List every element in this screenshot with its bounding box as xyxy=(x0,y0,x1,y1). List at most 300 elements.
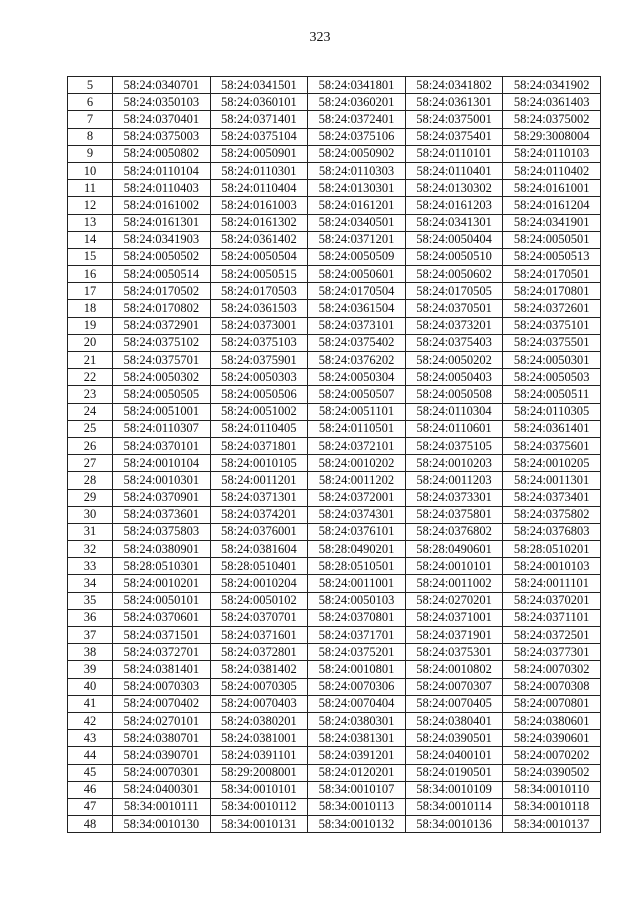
cadastral-number-cell: 58:24:0371901 xyxy=(405,627,503,644)
cadastral-number-cell: 58:24:0341301 xyxy=(405,214,503,231)
cadastral-number-cell: 58:24:0010101 xyxy=(405,558,503,575)
table-row xyxy=(68,472,601,489)
cadastral-number-cell: 58:24:0381001 xyxy=(210,730,308,747)
table-row xyxy=(68,352,601,369)
cadastral-number-cell: 58:34:0010107 xyxy=(308,781,406,798)
cadastral-number-cell: 58:34:0010109 xyxy=(405,781,503,798)
cadastral-number-cell: 58:24:0371501 xyxy=(113,627,211,644)
cadastral-number-cell: 58:24:0380701 xyxy=(113,730,211,747)
cadastral-number-cell: 58:24:0375601 xyxy=(503,437,601,454)
cadastral-number-cell: 58:24:0270101 xyxy=(113,712,211,729)
cadastral-number-cell: 58:24:0371201 xyxy=(308,231,406,248)
cadastral-number-cell: 58:24:0381402 xyxy=(210,661,308,678)
cadastral-number-cell: 58:24:0011002 xyxy=(405,575,503,592)
cadastral-number-cell: 58:24:0110403 xyxy=(113,180,211,197)
cadastral-number-cell: 58:24:0390701 xyxy=(113,747,211,764)
cadastral-number-cell: 58:24:0050507 xyxy=(308,386,406,403)
row-number-cell: 16 xyxy=(68,266,113,283)
cadastral-number-cell: 58:24:0050514 xyxy=(113,266,211,283)
cadastral-number-cell: 58:24:0010301 xyxy=(113,472,211,489)
cadastral-number-cell: 58:24:0010103 xyxy=(503,558,601,575)
cadastral-number-cell: 58:28:0510401 xyxy=(210,558,308,575)
cadastral-number-cell: 58:24:0050510 xyxy=(405,248,503,265)
cadastral-number-cell: 58:24:0375003 xyxy=(113,128,211,145)
cadastral-number-cell: 58:24:0161204 xyxy=(503,197,601,214)
row-number-cell: 32 xyxy=(68,541,113,558)
cadastral-number-cell: 58:24:0011203 xyxy=(405,472,503,489)
cadastral-number-cell: 58:34:0010130 xyxy=(113,816,211,833)
cadastral-number-cell: 58:24:0050504 xyxy=(210,248,308,265)
row-number-cell: 30 xyxy=(68,506,113,523)
cadastral-number-cell: 58:34:0010101 xyxy=(210,781,308,798)
row-number-cell: 31 xyxy=(68,523,113,540)
cadastral-number-cell: 58:24:0341802 xyxy=(405,77,503,94)
row-number-cell: 29 xyxy=(68,489,113,506)
cadastral-number-cell: 58:24:0110304 xyxy=(405,403,503,420)
cadastral-number-cell: 58:24:0110307 xyxy=(113,420,211,437)
cadastral-number-cell: 58:24:0372101 xyxy=(308,437,406,454)
cadastral-number-cell: 58:24:0170501 xyxy=(503,266,601,283)
row-number-cell: 37 xyxy=(68,627,113,644)
cadastral-number-cell: 58:24:0370501 xyxy=(405,300,503,317)
cadastral-number-cell: 58:24:0361402 xyxy=(210,231,308,248)
row-number-cell: 12 xyxy=(68,197,113,214)
cadastral-number-cell: 58:24:0341901 xyxy=(503,214,601,231)
cadastral-number-cell: 58:24:0161301 xyxy=(113,214,211,231)
table-row xyxy=(68,283,601,300)
cadastral-number-cell: 58:24:0370101 xyxy=(113,437,211,454)
cadastral-number-cell: 58:24:0375002 xyxy=(503,111,601,128)
cadastral-number-cell: 58:24:0070801 xyxy=(503,695,601,712)
row-number-cell: 25 xyxy=(68,420,113,437)
cadastral-number-cell: 58:24:0070303 xyxy=(113,678,211,695)
cadastral-number-cell: 58:24:0390501 xyxy=(405,730,503,747)
cadastral-number-cell: 58:24:0371001 xyxy=(405,609,503,626)
cadastral-number-cell: 58:24:0376802 xyxy=(405,523,503,540)
cadastral-number-cell: 58:28:0510501 xyxy=(308,558,406,575)
table-row xyxy=(68,386,601,403)
cadastral-number-cell: 58:34:0010132 xyxy=(308,816,406,833)
cadastral-number-cell: 58:24:0161001 xyxy=(503,180,601,197)
row-number-cell: 19 xyxy=(68,317,113,334)
row-number-cell: 40 xyxy=(68,678,113,695)
cadastral-number-cell: 58:24:0170502 xyxy=(113,283,211,300)
cadastral-number-cell: 58:24:0050501 xyxy=(503,231,601,248)
table-row xyxy=(68,609,601,626)
cadastral-number-cell: 58:34:0010111 xyxy=(113,798,211,815)
row-number-cell: 48 xyxy=(68,816,113,833)
table-row xyxy=(68,266,601,283)
cadastral-number-cell: 58:34:0010118 xyxy=(503,798,601,815)
row-number-cell: 43 xyxy=(68,730,113,747)
row-number-cell: 17 xyxy=(68,283,113,300)
row-number-cell: 18 xyxy=(68,300,113,317)
cadastral-number-cell: 58:24:0375403 xyxy=(405,334,503,351)
cadastral-number-cell: 58:24:0375103 xyxy=(210,334,308,351)
row-number-cell: 38 xyxy=(68,644,113,661)
cadastral-number-cell: 58:24:0110303 xyxy=(308,162,406,179)
cadastral-number-cell: 58:24:0375901 xyxy=(210,352,308,369)
cadastral-number-cell: 58:24:0170503 xyxy=(210,283,308,300)
cadastral-number-cell: 58:24:0375802 xyxy=(503,506,601,523)
row-number-cell: 23 xyxy=(68,386,113,403)
cadastral-number-cell: 58:24:0050505 xyxy=(113,386,211,403)
table-row xyxy=(68,77,601,94)
cadastral-number-cell: 58:24:0110405 xyxy=(210,420,308,437)
cadastral-number-cell: 58:29:3008004 xyxy=(503,128,601,145)
cadastral-number-cell: 58:24:0391201 xyxy=(308,747,406,764)
cadastral-number-cell: 58:24:0161203 xyxy=(405,197,503,214)
cadastral-number-cell: 58:24:0381604 xyxy=(210,541,308,558)
cadastral-number-cell: 58:24:0376202 xyxy=(308,352,406,369)
cadastral-number-cell: 58:24:0051001 xyxy=(113,403,211,420)
row-number-cell: 20 xyxy=(68,334,113,351)
cadastral-number-cell: 58:24:0376803 xyxy=(503,523,601,540)
table-row xyxy=(68,214,601,231)
cadastral-number-cell: 58:24:0110305 xyxy=(503,403,601,420)
cadastral-number-cell: 58:24:0070404 xyxy=(308,695,406,712)
cadastral-number-cell: 58:24:0170505 xyxy=(405,283,503,300)
cadastral-number-cell: 58:24:0375701 xyxy=(113,352,211,369)
cadastral-number-cell: 58:24:0110601 xyxy=(405,420,503,437)
cadastral-number-cell: 58:24:0011101 xyxy=(503,575,601,592)
cadastral-number-cell: 58:24:0372501 xyxy=(503,627,601,644)
row-number-cell: 39 xyxy=(68,661,113,678)
cadastral-number-cell: 58:34:0010136 xyxy=(405,816,503,833)
cadastral-number-cell: 58:24:0380901 xyxy=(113,541,211,558)
cadastral-number-cell: 58:24:0372901 xyxy=(113,317,211,334)
cadastral-number-cell: 58:24:0375102 xyxy=(113,334,211,351)
cadastral-number-cell: 58:24:0341801 xyxy=(308,77,406,94)
row-number-cell: 6 xyxy=(68,94,113,111)
cadastral-number-cell: 58:24:0110402 xyxy=(503,162,601,179)
cadastral-number-cell: 58:24:0381301 xyxy=(308,730,406,747)
cadastral-number-cell: 58:24:0010203 xyxy=(405,455,503,472)
cadastral-number-cell: 58:24:0050802 xyxy=(113,145,211,162)
row-number-cell: 41 xyxy=(68,695,113,712)
cadastral-number-cell: 58:24:0050601 xyxy=(308,266,406,283)
cadastral-number-cell: 58:24:0161201 xyxy=(308,197,406,214)
row-number-cell: 11 xyxy=(68,180,113,197)
cadastral-number-cell: 58:24:0050515 xyxy=(210,266,308,283)
cadastral-number-cell: 58:24:0050508 xyxy=(405,386,503,403)
cadastral-number-cell: 58:34:0010131 xyxy=(210,816,308,833)
cadastral-number-cell: 58:24:0070308 xyxy=(503,678,601,695)
table-row xyxy=(68,369,601,386)
cadastral-number-cell: 58:24:0400301 xyxy=(113,781,211,798)
cadastral-number-cell: 58:24:0375803 xyxy=(113,523,211,540)
cadastral-number-cell: 58:24:0270201 xyxy=(405,592,503,609)
cadastral-number-cell: 58:24:0170802 xyxy=(113,300,211,317)
cadastral-number-cell: 58:24:0070405 xyxy=(405,695,503,712)
table-row xyxy=(68,661,601,678)
cadastral-table xyxy=(67,76,601,833)
cadastral-number-cell: 58:24:0051002 xyxy=(210,403,308,420)
cadastral-number-cell: 58:24:0050502 xyxy=(113,248,211,265)
cadastral-number-cell: 58:24:0360201 xyxy=(308,94,406,111)
cadastral-number-cell: 58:24:0050302 xyxy=(113,369,211,386)
cadastral-number-cell: 58:24:0070403 xyxy=(210,695,308,712)
cadastral-number-cell: 58:24:0375201 xyxy=(308,644,406,661)
row-number-cell: 5 xyxy=(68,77,113,94)
table-row xyxy=(68,420,601,437)
row-number-cell: 44 xyxy=(68,747,113,764)
row-number-cell: 13 xyxy=(68,214,113,231)
cadastral-number-cell: 58:24:0371101 xyxy=(503,609,601,626)
row-number-cell: 15 xyxy=(68,248,113,265)
cadastral-number-cell: 58:24:0373401 xyxy=(503,489,601,506)
cadastral-number-cell: 58:24:0010201 xyxy=(113,575,211,592)
cadastral-number-cell: 58:24:0391101 xyxy=(210,747,308,764)
cadastral-number-cell: 58:24:0361403 xyxy=(503,94,601,111)
cadastral-number-cell: 58:24:0372001 xyxy=(308,489,406,506)
table-row xyxy=(68,334,601,351)
table-row xyxy=(68,575,601,592)
cadastral-number-cell: 58:24:0370701 xyxy=(210,609,308,626)
cadastral-number-cell: 58:24:0372801 xyxy=(210,644,308,661)
cadastral-number-cell: 58:24:0377301 xyxy=(503,644,601,661)
cadastral-number-cell: 58:24:0011202 xyxy=(308,472,406,489)
table-row xyxy=(68,747,601,764)
cadastral-number-cell: 58:24:0110104 xyxy=(113,162,211,179)
cadastral-number-cell: 58:24:0050902 xyxy=(308,145,406,162)
cadastral-number-cell: 58:29:2008001 xyxy=(210,764,308,781)
cadastral-number-cell: 58:24:0070302 xyxy=(503,661,601,678)
cadastral-number-cell: 58:24:0050503 xyxy=(503,369,601,386)
table-row xyxy=(68,145,601,162)
cadastral-number-cell: 58:24:0011301 xyxy=(503,472,601,489)
cadastral-number-cell: 58:24:0361401 xyxy=(503,420,601,437)
cadastral-number-cell: 58:24:0070305 xyxy=(210,678,308,695)
row-number-cell: 42 xyxy=(68,712,113,729)
cadastral-number-cell: 58:24:0340501 xyxy=(308,214,406,231)
cadastral-number-cell: 58:24:0050102 xyxy=(210,592,308,609)
row-number-cell: 26 xyxy=(68,437,113,454)
cadastral-number-cell: 58:24:0110301 xyxy=(210,162,308,179)
cadastral-number-cell: 58:24:0070402 xyxy=(113,695,211,712)
cadastral-number-cell: 58:24:0371601 xyxy=(210,627,308,644)
table-row xyxy=(68,678,601,695)
cadastral-number-cell: 58:24:0375105 xyxy=(405,437,503,454)
row-number-cell: 33 xyxy=(68,558,113,575)
cadastral-number-cell: 58:24:0373101 xyxy=(308,317,406,334)
cadastral-number-cell: 58:28:0510301 xyxy=(113,558,211,575)
cadastral-number-cell: 58:24:0050403 xyxy=(405,369,503,386)
page-number: 323 xyxy=(309,30,331,45)
cadastral-number-cell: 58:24:0010802 xyxy=(405,661,503,678)
cadastral-number-cell: 58:24:0373601 xyxy=(113,506,211,523)
cadastral-number-cell: 58:24:0361504 xyxy=(308,300,406,317)
cadastral-number-cell: 58:24:0011201 xyxy=(210,472,308,489)
cadastral-number-cell: 58:24:0050602 xyxy=(405,266,503,283)
cadastral-number-cell: 58:24:0370401 xyxy=(113,111,211,128)
cadastral-number-cell: 58:24:0110103 xyxy=(503,145,601,162)
cadastral-number-cell: 58:24:0070306 xyxy=(308,678,406,695)
cadastral-number-cell: 58:24:0170504 xyxy=(308,283,406,300)
cadastral-number-cell: 58:24:0341903 xyxy=(113,231,211,248)
cadastral-number-cell: 58:24:0380201 xyxy=(210,712,308,729)
row-number-cell: 46 xyxy=(68,781,113,798)
table-row xyxy=(68,781,601,798)
cadastral-number-cell: 58:24:0161003 xyxy=(210,197,308,214)
row-number-cell: 34 xyxy=(68,575,113,592)
cadastral-number-cell: 58:34:0010137 xyxy=(503,816,601,833)
cadastral-number-cell: 58:24:0375501 xyxy=(503,334,601,351)
cadastral-number-cell: 58:24:0170801 xyxy=(503,283,601,300)
cadastral-number-cell: 58:24:0373201 xyxy=(405,317,503,334)
row-number-cell: 45 xyxy=(68,764,113,781)
table-row xyxy=(68,197,601,214)
cadastral-number-cell: 58:24:0374201 xyxy=(210,506,308,523)
cadastral-number-cell: 58:24:0380601 xyxy=(503,712,601,729)
cadastral-number-cell: 58:24:0110501 xyxy=(308,420,406,437)
row-number-cell: 22 xyxy=(68,369,113,386)
cadastral-number-cell: 58:24:0110101 xyxy=(405,145,503,162)
cadastral-number-cell: 58:24:0380401 xyxy=(405,712,503,729)
cadastral-number-cell: 58:24:0361503 xyxy=(210,300,308,317)
cadastral-number-cell: 58:24:0373301 xyxy=(405,489,503,506)
table-row xyxy=(68,627,601,644)
cadastral-number-cell: 58:24:0370801 xyxy=(308,609,406,626)
table-row xyxy=(68,523,601,540)
table-row xyxy=(68,248,601,265)
cadastral-number-cell: 58:24:0375104 xyxy=(210,128,308,145)
cadastral-number-cell: 58:24:0161002 xyxy=(113,197,211,214)
table-row xyxy=(68,816,601,833)
cadastral-number-cell: 58:24:0050901 xyxy=(210,145,308,162)
table-row xyxy=(68,128,601,145)
table-row xyxy=(68,489,601,506)
cadastral-number-cell: 58:24:0375101 xyxy=(503,317,601,334)
cadastral-number-cell: 58:24:0371301 xyxy=(210,489,308,506)
table-row xyxy=(68,712,601,729)
table-row xyxy=(68,111,601,128)
table-row xyxy=(68,506,601,523)
table-row xyxy=(68,730,601,747)
cadastral-number-cell: 58:24:0350103 xyxy=(113,94,211,111)
cadastral-number-cell: 58:24:0370601 xyxy=(113,609,211,626)
cadastral-number-cell: 58:24:0050506 xyxy=(210,386,308,403)
cadastral-number-cell: 58:24:0010801 xyxy=(308,661,406,678)
cadastral-number-cell: 58:24:0360101 xyxy=(210,94,308,111)
cadastral-number-cell: 58:24:0372601 xyxy=(503,300,601,317)
cadastral-number-cell: 58:24:0341902 xyxy=(503,77,601,94)
cadastral-number-cell: 58:24:0371701 xyxy=(308,627,406,644)
cadastral-number-cell: 58:24:0050303 xyxy=(210,369,308,386)
cadastral-number-cell: 58:24:0390502 xyxy=(503,764,601,781)
cadastral-number-cell: 58:24:0371401 xyxy=(210,111,308,128)
cadastral-number-cell: 58:24:0161302 xyxy=(210,214,308,231)
cadastral-number-cell: 58:24:0371801 xyxy=(210,437,308,454)
cadastral-number-cell: 58:24:0050101 xyxy=(113,592,211,609)
cadastral-number-cell: 58:24:0050509 xyxy=(308,248,406,265)
table-row xyxy=(68,162,601,179)
cadastral-number-cell: 58:24:0051101 xyxy=(308,403,406,420)
cadastral-number-cell: 58:24:0070301 xyxy=(113,764,211,781)
cadastral-number-cell: 58:24:0400101 xyxy=(405,747,503,764)
cadastral-number-cell: 58:34:0010112 xyxy=(210,798,308,815)
cadastral-number-cell: 58:24:0011001 xyxy=(308,575,406,592)
cadastral-number-cell: 58:24:0361301 xyxy=(405,94,503,111)
table-row xyxy=(68,558,601,575)
cadastral-number-cell: 58:34:0010113 xyxy=(308,798,406,815)
cadastral-number-cell: 58:24:0050513 xyxy=(503,248,601,265)
cadastral-number-cell: 58:28:0510201 xyxy=(503,541,601,558)
row-number-cell: 9 xyxy=(68,145,113,162)
cadastral-number-cell: 58:24:0110404 xyxy=(210,180,308,197)
cadastral-number-cell: 58:24:0372701 xyxy=(113,644,211,661)
cadastral-number-cell: 58:24:0375001 xyxy=(405,111,503,128)
table-body xyxy=(68,77,601,833)
cadastral-number-cell: 58:24:0050301 xyxy=(503,352,601,369)
cadastral-number-cell: 58:24:0375401 xyxy=(405,128,503,145)
cadastral-number-cell: 58:24:0340701 xyxy=(113,77,211,94)
row-number-cell: 28 xyxy=(68,472,113,489)
cadastral-number-cell: 58:24:0375301 xyxy=(405,644,503,661)
table-row xyxy=(68,231,601,248)
cadastral-number-cell: 58:24:0050304 xyxy=(308,369,406,386)
cadastral-number-cell: 58:24:0130302 xyxy=(405,180,503,197)
cadastral-number-cell: 58:24:0341501 xyxy=(210,77,308,94)
row-number-cell: 14 xyxy=(68,231,113,248)
table-row xyxy=(68,592,601,609)
cadastral-number-cell: 58:24:0380301 xyxy=(308,712,406,729)
cadastral-number-cell: 58:24:0190501 xyxy=(405,764,503,781)
table-row xyxy=(68,437,601,454)
cadastral-number-cell: 58:24:0010202 xyxy=(308,455,406,472)
row-number-cell: 24 xyxy=(68,403,113,420)
cadastral-number-cell: 58:24:0130301 xyxy=(308,180,406,197)
cadastral-number-cell: 58:34:0010114 xyxy=(405,798,503,815)
cadastral-number-cell: 58:24:0070202 xyxy=(503,747,601,764)
row-number-cell: 7 xyxy=(68,111,113,128)
row-number-cell: 47 xyxy=(68,798,113,815)
cadastral-number-cell: 58:28:0490601 xyxy=(405,541,503,558)
cadastral-number-cell: 58:24:0376101 xyxy=(308,523,406,540)
table-row xyxy=(68,94,601,111)
row-number-cell: 27 xyxy=(68,455,113,472)
table-row xyxy=(68,180,601,197)
row-number-cell: 10 xyxy=(68,162,113,179)
table-row xyxy=(68,541,601,558)
cadastral-number-cell: 58:24:0120201 xyxy=(308,764,406,781)
cadastral-number-cell: 58:24:0110401 xyxy=(405,162,503,179)
cadastral-number-cell: 58:24:0050103 xyxy=(308,592,406,609)
cadastral-number-cell: 58:24:0390601 xyxy=(503,730,601,747)
cadastral-number-cell: 58:24:0373001 xyxy=(210,317,308,334)
cadastral-number-cell: 58:24:0050202 xyxy=(405,352,503,369)
cadastral-number-cell: 58:24:0374301 xyxy=(308,506,406,523)
table-row xyxy=(68,695,601,712)
table-row xyxy=(68,764,601,781)
table-row xyxy=(68,644,601,661)
cadastral-number-cell: 58:24:0070307 xyxy=(405,678,503,695)
cadastral-number-cell: 58:34:0010110 xyxy=(503,781,601,798)
cadastral-number-cell: 58:24:0050404 xyxy=(405,231,503,248)
row-number-cell: 36 xyxy=(68,609,113,626)
cadastral-number-cell: 58:24:0381401 xyxy=(113,661,211,678)
cadastral-number-cell: 58:24:0050511 xyxy=(503,386,601,403)
table-row xyxy=(68,455,601,472)
cadastral-number-cell: 58:24:0375106 xyxy=(308,128,406,145)
cadastral-number-cell: 58:24:0010205 xyxy=(503,455,601,472)
cadastral-number-cell: 58:24:0375801 xyxy=(405,506,503,523)
row-number-cell: 35 xyxy=(68,592,113,609)
cadastral-number-cell: 58:24:0010204 xyxy=(210,575,308,592)
cadastral-number-cell: 58:24:0010105 xyxy=(210,455,308,472)
table-row xyxy=(68,300,601,317)
cadastral-number-cell: 58:24:0376001 xyxy=(210,523,308,540)
